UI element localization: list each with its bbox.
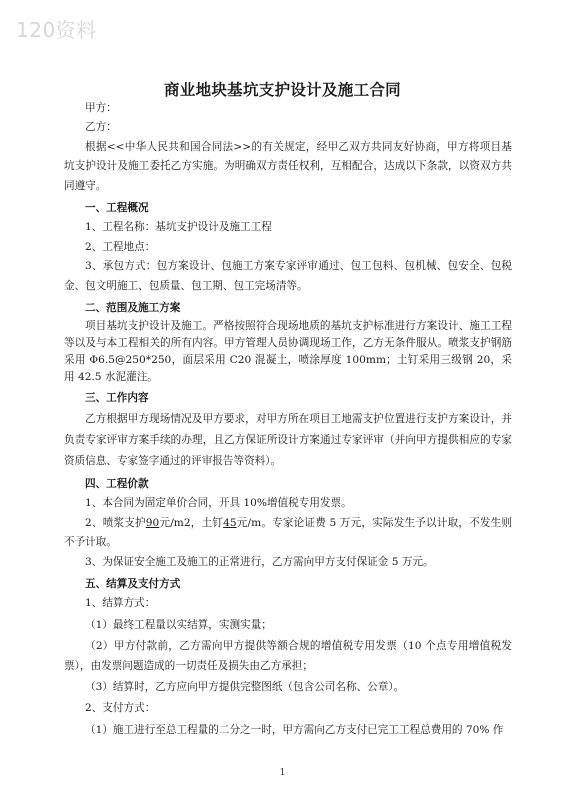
price-item-2-text-b: 元/m2，土钉 (159, 516, 224, 529)
settlement-method-line: 1、结算方式： (85, 597, 156, 610)
price-item-1: 1、本合同为固定单价合同，开具 10%增值税专用发票。 (85, 497, 352, 510)
section-heading-settlement: 五、结算及支付方式 (85, 577, 181, 590)
shotcrete-unit-price: 90 (145, 516, 160, 529)
price-item-2 (64, 514, 512, 553)
price-item-2-text-c: 元/m。专家论证费 5 万元，实际发生予以计取，不发生则不予计取。 (64, 516, 512, 549)
party-b-line: 乙方： (85, 121, 117, 134)
scope-plan-paragraph: 项目基坑支护设计及施工。严格按照符合现场地质的基坑支护标准进行方案设计、施工工程等以及与本工程相关的所有内容。甲方管理人员协调现场工作，乙方无条件服从。喷浆支护钢筋采用 Φ6.5@250*250，面层采用 C20 混凝土，喷涂厚度 100mm；土钉采用三级钢 20，采用 42.5 水泥灌注。 (64, 320, 512, 384)
section-heading-overview: 一、工程概况 (85, 202, 149, 215)
settlement-item-1: （1）最终工程量以实结算，实测实量； (85, 618, 272, 631)
section-heading-price: 四、工程价款 (85, 477, 149, 490)
document-title: 商业地块基坑支护设计及施工合同 (163, 81, 401, 99)
project-location-line: 2、工程地点： (85, 240, 156, 253)
project-name-line: 1、工程名称：基坑支护设计及施工工程 (85, 221, 272, 234)
watermark: 120资料 (16, 18, 97, 42)
settlement-item-2: （2）甲方付款前，乙方需向甲方提供等额合规的增值税专用发票（10 个点专用增值税发票），由发票问题造成的一切责任及损失由乙方承担； (64, 640, 512, 672)
document-body (64, 99, 512, 740)
preamble-paragraph: 根据<<中华人民共和国合同法>>的有关规定，经甲乙双方共同友好协商，甲方将项目基坑支护设计及施工委托乙方实施。为明确双方责任权利，互相配合，达成以下条款，以资双方共同遵守。 (64, 140, 512, 192)
settlement-item-3: （3）结算时，乙方应向甲方提供完整图纸（包含公司名称、公章）。 (85, 680, 405, 693)
payment-method-line: 2、支付方式： (85, 702, 156, 715)
section-heading-scope: 二、范围及施工方案 (85, 302, 181, 315)
contract-scope-paragraph: 3、承包方式：包方案设计、包施工方案专家评审通过、包工包料、包机械、包安全、包税金、包文明施工、包质量、包工期、包工完场清等。 (64, 260, 512, 292)
price-item-2-text-a: 2、喷浆支护 (85, 516, 146, 529)
page-number: 1 (279, 768, 286, 778)
soil-nail-unit-price: 45 (223, 516, 237, 529)
party-a-line: 甲方： (85, 102, 117, 114)
section-heading-work: 三、工作内容 (85, 392, 149, 405)
payment-item-1: （1）施工进行至总工程量的二分之一时，甲方需向乙方支付已完工工程总费用的 70% 作 (85, 723, 504, 736)
price-item-3: 3、为保证安全施工及施工的正常进行，乙方需向甲方支付保证金 5 万元。 (85, 555, 434, 568)
work-content-paragraph: 乙方根据甲方现场情况及甲方要求，对甲方所在项目工地需支护位置进行支护方案设计，并负责专家评审方案手续的办理，且乙方保证所设计方案通过专家评审（并向甲方提供相应的专家资质信息、专家签字通过的评审报告等资料）。 (64, 412, 512, 467)
